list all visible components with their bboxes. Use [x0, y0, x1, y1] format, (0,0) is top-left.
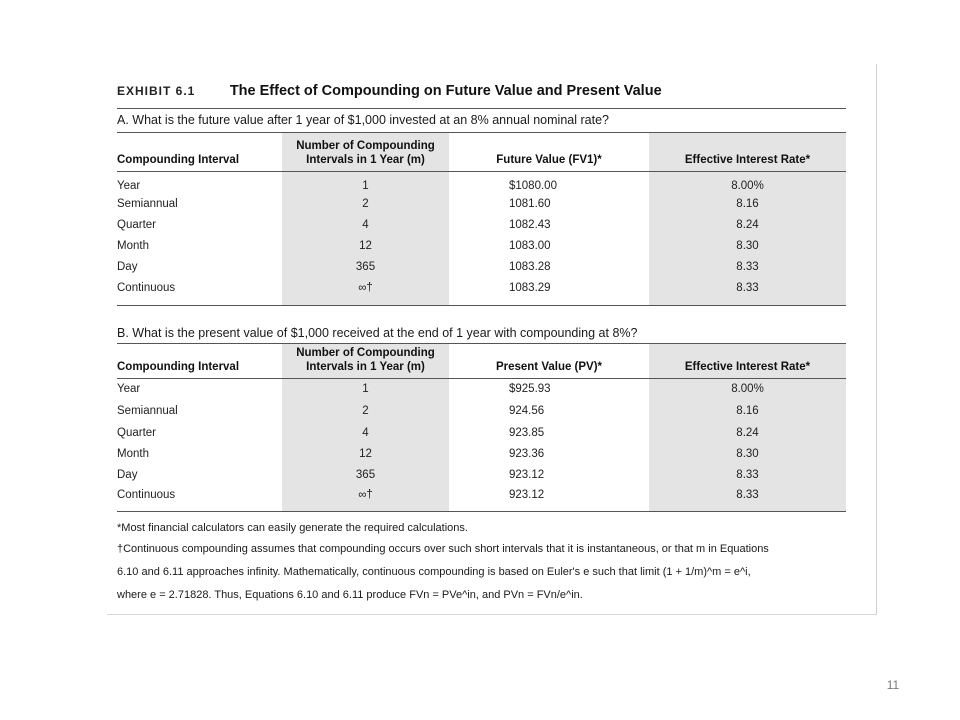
table-row	[117, 194, 846, 215]
cell-effective-rate: 8.33	[649, 486, 846, 512]
footnote-dagger-line-1: †Continuous compounding assumes that compounding occurs over such short intervals that it is instantaneous, or that m in Equations	[117, 543, 769, 555]
footnote-dagger-line-3: where e = 2.71828. Thus, Equations 6.10 and 6.11 produce FVn = PVe^in, and PVn = FVn/e^in.	[117, 589, 583, 601]
cell-intervals: ∞†	[282, 278, 449, 306]
cell-intervals: 4	[282, 422, 449, 444]
cell-interval: Day	[117, 261, 138, 273]
cell-present-value: $925.93	[509, 383, 551, 396]
footnote-dagger-line-2: 6.10 and 6.11 approaches infinity. Mathematically, continuous compounding is based on Euler's e such that limit (1 + 1/m)^m = e^i,	[117, 566, 751, 578]
present-value-table	[117, 343, 846, 512]
exhibit-title: The Effect of Compounding on Future Value and Present Value	[229, 83, 662, 99]
cell-present-value: 923.12	[449, 486, 649, 512]
header-effective-rate: Effective Interest Rate*	[649, 133, 846, 172]
cell-interval: Quarter	[117, 219, 156, 231]
cell-future-value: 1082.43	[509, 219, 551, 231]
cell-intervals: 12	[282, 236, 449, 257]
future-value-table	[117, 132, 846, 306]
table-row	[117, 444, 846, 465]
cell-interval: Quarter	[117, 426, 156, 439]
footnote-star: *Most financial calculators can easily generate the required calculations.	[117, 522, 468, 534]
header-present-value: Present Value (PV)*	[495, 361, 603, 373]
cell-present-value: 923.36	[509, 448, 545, 460]
title-rule	[117, 108, 846, 109]
cell-intervals: 1	[282, 172, 449, 194]
table-row	[117, 486, 846, 512]
cell-interval: Month	[117, 448, 149, 460]
cell-intervals: 2	[282, 194, 449, 215]
cell-present-value: 924.56	[509, 404, 545, 417]
header-compounding-interval: Compounding Interval	[117, 361, 240, 373]
cell-effective-rate: 8.30	[649, 236, 846, 257]
cell-future-value: 1081.60	[509, 198, 551, 210]
cell-interval: Semiannual	[117, 198, 178, 210]
section-a-question: A. What is the future value after 1 year of $1,000 invested at an 8% annual nominal rate?	[117, 113, 609, 127]
cell-intervals: 1	[282, 379, 449, 400]
cell-intervals: 365	[282, 465, 449, 486]
table-row	[117, 236, 846, 257]
cell-effective-rate: 8.30	[649, 444, 846, 465]
table-row	[117, 172, 846, 194]
cell-interval: Month	[117, 240, 149, 252]
table-header-row	[117, 133, 846, 172]
table-row	[117, 257, 846, 278]
cell-future-value: 1083.29	[449, 278, 649, 306]
cell-interval: Semiannual	[117, 404, 178, 417]
cell-intervals: 12	[282, 444, 449, 465]
header-effective-rate: Effective Interest Rate*	[649, 344, 846, 379]
cell-interval: Year	[117, 383, 141, 396]
cell-effective-rate: 8.16	[649, 400, 846, 422]
cell-interval: Continuous	[117, 486, 282, 512]
cell-intervals: 2	[282, 400, 449, 422]
cell-present-value: 923.12	[509, 469, 545, 481]
cell-effective-rate: 8.24	[649, 422, 846, 444]
cell-future-value: $1080.00	[509, 179, 557, 192]
page-number: 11	[886, 678, 900, 692]
cell-present-value: 923.85	[509, 426, 545, 439]
header-number-of-intervals: Number of Compounding Intervals in 1 Year (m)	[282, 133, 449, 172]
cell-interval: Day	[117, 469, 138, 481]
exhibit-label: EXHIBIT 6.1	[117, 84, 196, 98]
cell-effective-rate: 8.24	[649, 215, 846, 236]
cell-future-value: 1083.00	[509, 240, 551, 252]
table-row	[117, 400, 846, 422]
cell-effective-rate: 8.00%	[649, 172, 846, 194]
table-row	[117, 465, 846, 486]
cell-intervals: ∞†	[282, 486, 449, 512]
cell-interval: Year	[117, 179, 141, 192]
section-b-question: B. What is the present value of $1,000 received at the end of 1 year with compounding at 8%?	[117, 326, 638, 340]
header-number-of-intervals: Number of Compounding Intervals in 1 Year (m)	[282, 344, 449, 379]
header-compounding-interval: Compounding Interval	[117, 154, 240, 166]
cell-effective-rate: 8.16	[649, 194, 846, 215]
exhibit-6-1	[107, 64, 877, 615]
cell-effective-rate: 8.33	[649, 278, 846, 306]
cell-effective-rate: 8.33	[649, 257, 846, 278]
table-row	[117, 215, 846, 236]
cell-effective-rate: 8.00%	[649, 379, 846, 400]
cell-intervals: 365	[282, 257, 449, 278]
header-future-value: Future Value (FV1)*	[496, 154, 602, 166]
cell-future-value: 1083.28	[509, 261, 551, 273]
cell-interval: Continuous	[117, 278, 282, 306]
table-row	[117, 422, 846, 444]
table-header-row	[117, 344, 846, 379]
table-row	[117, 379, 846, 400]
table-row	[117, 278, 846, 306]
cell-intervals: 4	[282, 215, 449, 236]
exhibit-header	[117, 82, 662, 100]
cell-effective-rate: 8.33	[649, 465, 846, 486]
